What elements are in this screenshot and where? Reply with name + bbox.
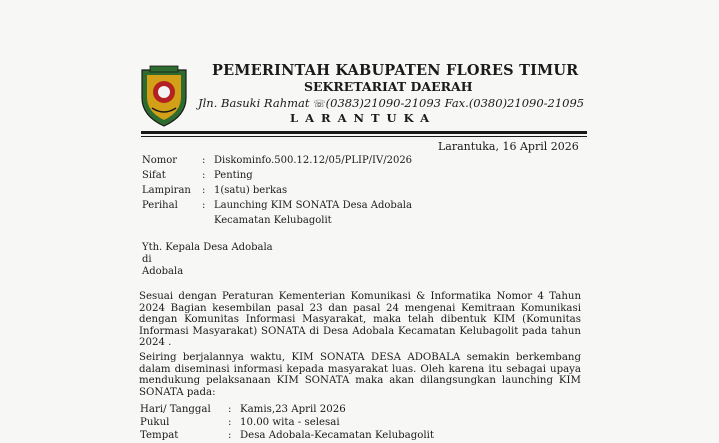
meta-value: 1(satu) berkas [214,185,288,196]
body-paragraph-2: Seiring berjalannya waktu, KIM SONATA DESA ADOBALA semakin berkembang dalam diseminasi informasi kepada masyarakat luas. Oleh karena itu sebagai upaya mendukung pelaksanaan KIM SONATA maka akan dilangsungkan launching KIM SONATA pada: [139,352,581,398]
letterhead-divider-thin [141,136,587,137]
meta-colon: : [202,170,206,181]
meta-colon: : [202,155,206,166]
meta-key: Sifat [142,170,166,181]
meta-key: Lampiran [142,185,191,196]
meta-key: Nomor [142,155,178,166]
schedule-value: Desa Adobala-Kecamatan Kelubagolit [240,430,435,441]
phone-icon: ☏ [313,99,326,110]
schedule-value: Kamis,23 April 2026 [240,404,346,415]
regency-crest-logo [138,64,190,128]
meta-key: Perihal [142,200,178,211]
schedule-key: Hari/ Tanggal [140,404,211,415]
letterhead-title: PEMERINTAH KABUPATEN FLORES TIMUR [212,62,579,79]
letterhead-subtitle: SEKRETARIAT DAERAH [304,79,473,94]
letterhead-divider-thick [141,131,587,134]
addressee-line: Yth. Kepala Desa Adobala [142,242,273,253]
meta-colon: : [202,185,206,196]
schedule-colon: : [228,417,232,428]
schedule-key: Tempat [140,430,179,441]
letterhead-address [198,96,584,110]
address-phone-fax: (0383)21090-21093 Fax.(0380)21090-21095 [325,96,585,110]
schedule-key: Pukul [140,417,170,428]
meta-value: Diskominfo.500.12.12/05/PLIP/IV/2026 [214,155,413,166]
meta-colon: : [202,200,206,211]
address-street: Jln. Basuki Rahmat [198,96,314,110]
meta-value: Launching KIM SONATA Desa Adobala [214,200,412,211]
schedule-colon: : [228,404,232,415]
letterhead-city: LARANTUKA [290,111,437,125]
addressee-line: Adobala [142,266,184,277]
meta-value: Penting [214,170,253,181]
addressee-line: di [142,254,152,265]
letter-date: Larantuka, 16 April 2026 [438,140,579,153]
body-paragraph-1: Sesuai dengan Peraturan Kementerian Komunikasi & Informatika Nomor 4 Tahun 2024 Bagian kesembilan pasal 23 dan pasal 24 mengenai Kemitraan Komunikasi dengan Komunitas Informasi Masyarakat, maka telah dibentuk KIM (Komunitas Informasi Masyarakat) SONATA di Desa Adobala Kecamatan Kelubagolit pada tahun 2024 . [139,291,581,348]
schedule-value: 10.00 wita - selesai [240,417,340,428]
meta-perihal-continuation: Kecamatan Kelubagolit [214,215,332,226]
schedule-colon: : [228,430,232,441]
